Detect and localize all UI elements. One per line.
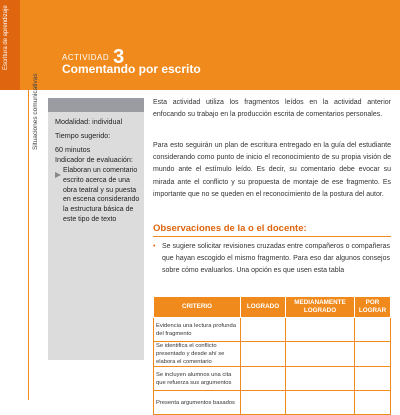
- bullet-icon: [55, 172, 61, 178]
- evaluation-table: [153, 296, 391, 415]
- modality-text: Modalidad: individual: [55, 117, 123, 126]
- empty-cell: [286, 367, 355, 391]
- page-title: Comentando por escrito: [62, 62, 201, 76]
- empty-cell: [286, 391, 355, 415]
- empty-cell: [241, 342, 286, 367]
- vertical-rule: [28, 0, 29, 400]
- criterion-header: CRITERIO: [154, 297, 241, 318]
- activity-number: 3: [113, 46, 125, 68]
- criterion-cell: Se incluyen alumnos una cita que refuerza sus argumentos: [154, 367, 241, 391]
- partially-achieved-header: MEDIANAMENTE LOGRADO: [286, 297, 355, 318]
- not-achieved-header: POR LOGRAR: [355, 297, 391, 318]
- info-box-cap: [48, 98, 144, 112]
- achieved-header: LOGRADO: [241, 297, 286, 318]
- observations-text: Se sugiere solicitar revisiones cruzadas entre compañeros o compañeras que hayan escogido el mismo fragmento. Para eso dar algunos consejos sobre cómo evaluarlos. Una opción es que usen esta tabla: [162, 243, 390, 274]
- activity-label: ACTIVIDAD: [62, 53, 110, 62]
- empty-cell: [286, 342, 355, 367]
- criterion-cell: Se identifica el conflicto presentado y desde ahí se elabora el comentario: [154, 342, 241, 367]
- empty-cell: [241, 318, 286, 342]
- empty-cell: [286, 318, 355, 342]
- section-side-tab: [0, 0, 20, 90]
- vertical-section-label: Situaciones comunicativas: [32, 73, 39, 150]
- empty-cell: [355, 342, 391, 367]
- table-row: [154, 342, 391, 367]
- indicator-label: Indicador de evaluación:: [55, 155, 133, 164]
- table-row: [154, 367, 391, 391]
- table-row: [154, 391, 391, 415]
- time-label: Tiempo sugerido:: [55, 131, 111, 140]
- plan-paragraph: Para esto seguirán un plan de escritura entregado en la guía del estudiante considerando como punto de inicio el reconocimiento de su propia visión de mundo ante el estímulo leído. Es decir, su comentario debe evocar su mirada ante el conflicto y su propuesta de montaje de ese fragmento. Es importante que no se queden en el reconocimiento de la postura del autor.: [153, 142, 391, 198]
- empty-cell: [355, 391, 391, 415]
- observation-bullet: •: [153, 243, 156, 250]
- table-row: [154, 318, 391, 342]
- criterion-cell: Presenta argumentos basados: [154, 391, 241, 415]
- criterion-cell: Evidencia una lectura profunda del fragmento: [154, 318, 241, 342]
- observations-divider: [153, 236, 391, 237]
- time-value: 60 minutos: [55, 145, 91, 154]
- header-band: [0, 0, 400, 90]
- empty-cell: [241, 367, 286, 391]
- intro-paragraph: Esta actividad utiliza los fragmentos leídos en la actividad anterior enfocando su trabajo en la producción escrita de comentarios personales.: [153, 99, 391, 119]
- empty-cell: [355, 318, 391, 342]
- empty-cell: [241, 391, 286, 415]
- indicator-text: Elaboran un comentario escrito acerca de una obra teatral y su puesta en escena considerando la estructura básica de este tipo de texto: [63, 167, 140, 223]
- observations-title: Observaciones de la o el docente:: [153, 223, 307, 234]
- table-header-row: [154, 297, 391, 318]
- side-tab-label: Escritura de aprendizaje: [3, 5, 9, 70]
- empty-cell: [355, 367, 391, 391]
